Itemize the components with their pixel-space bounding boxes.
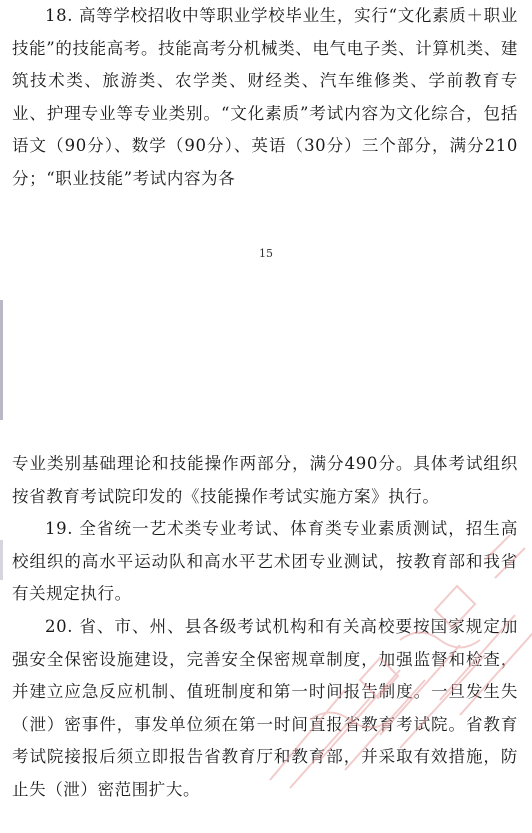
page-number: 15 [259,247,273,260]
paragraph-18-part1: 18. 高等学校招收中等职业学校毕业生，实行“文化素质＋职业技能”的技能高考。技能高考分机械类、电气电子类、计算机类、建筑技术类、旅游类、农学类、财经类、汽车维修类、学前教育专业、护理专业等专业类别。“文化素质”考试内容为文化综合，包括语文（90分）、数学（90分）、英语（30分）三个部分，满分210分；“职业技能”考试内容为各 [12,6,518,188]
scan-edge-mark [0,540,3,580]
paragraph-19: 19. 全省统一艺术类专业考试、体育类专业素质测试，招生高校组织的高水平运动队和高水平艺术团专业测试，按教育部和我省有关规定执行。 [12,519,518,604]
paragraph-18-part2: 专业类别基础理论和技能操作两部分，满分490分。具体考试组织按省教育考试院印发的《技能操作考试实施方案》执行。 [12,454,518,506]
scan-edge-mark [0,300,3,420]
paragraph-20: 20. 省、市、州、县各级考试机构和有关高校要按国家规定加强安全保密设施建设，完善安全保密规章制度，加强监督和检查，并建立应急反应机制、值班制度和第一时间报告制度。一旦发生失（泄）密事件，事发单位须在第一时间直报省教育考试院。省教育考试院接报后须立即报告省教育厅和教育部，并采取有效措施，防止失（泄）密范围扩大。 [12,617,518,799]
